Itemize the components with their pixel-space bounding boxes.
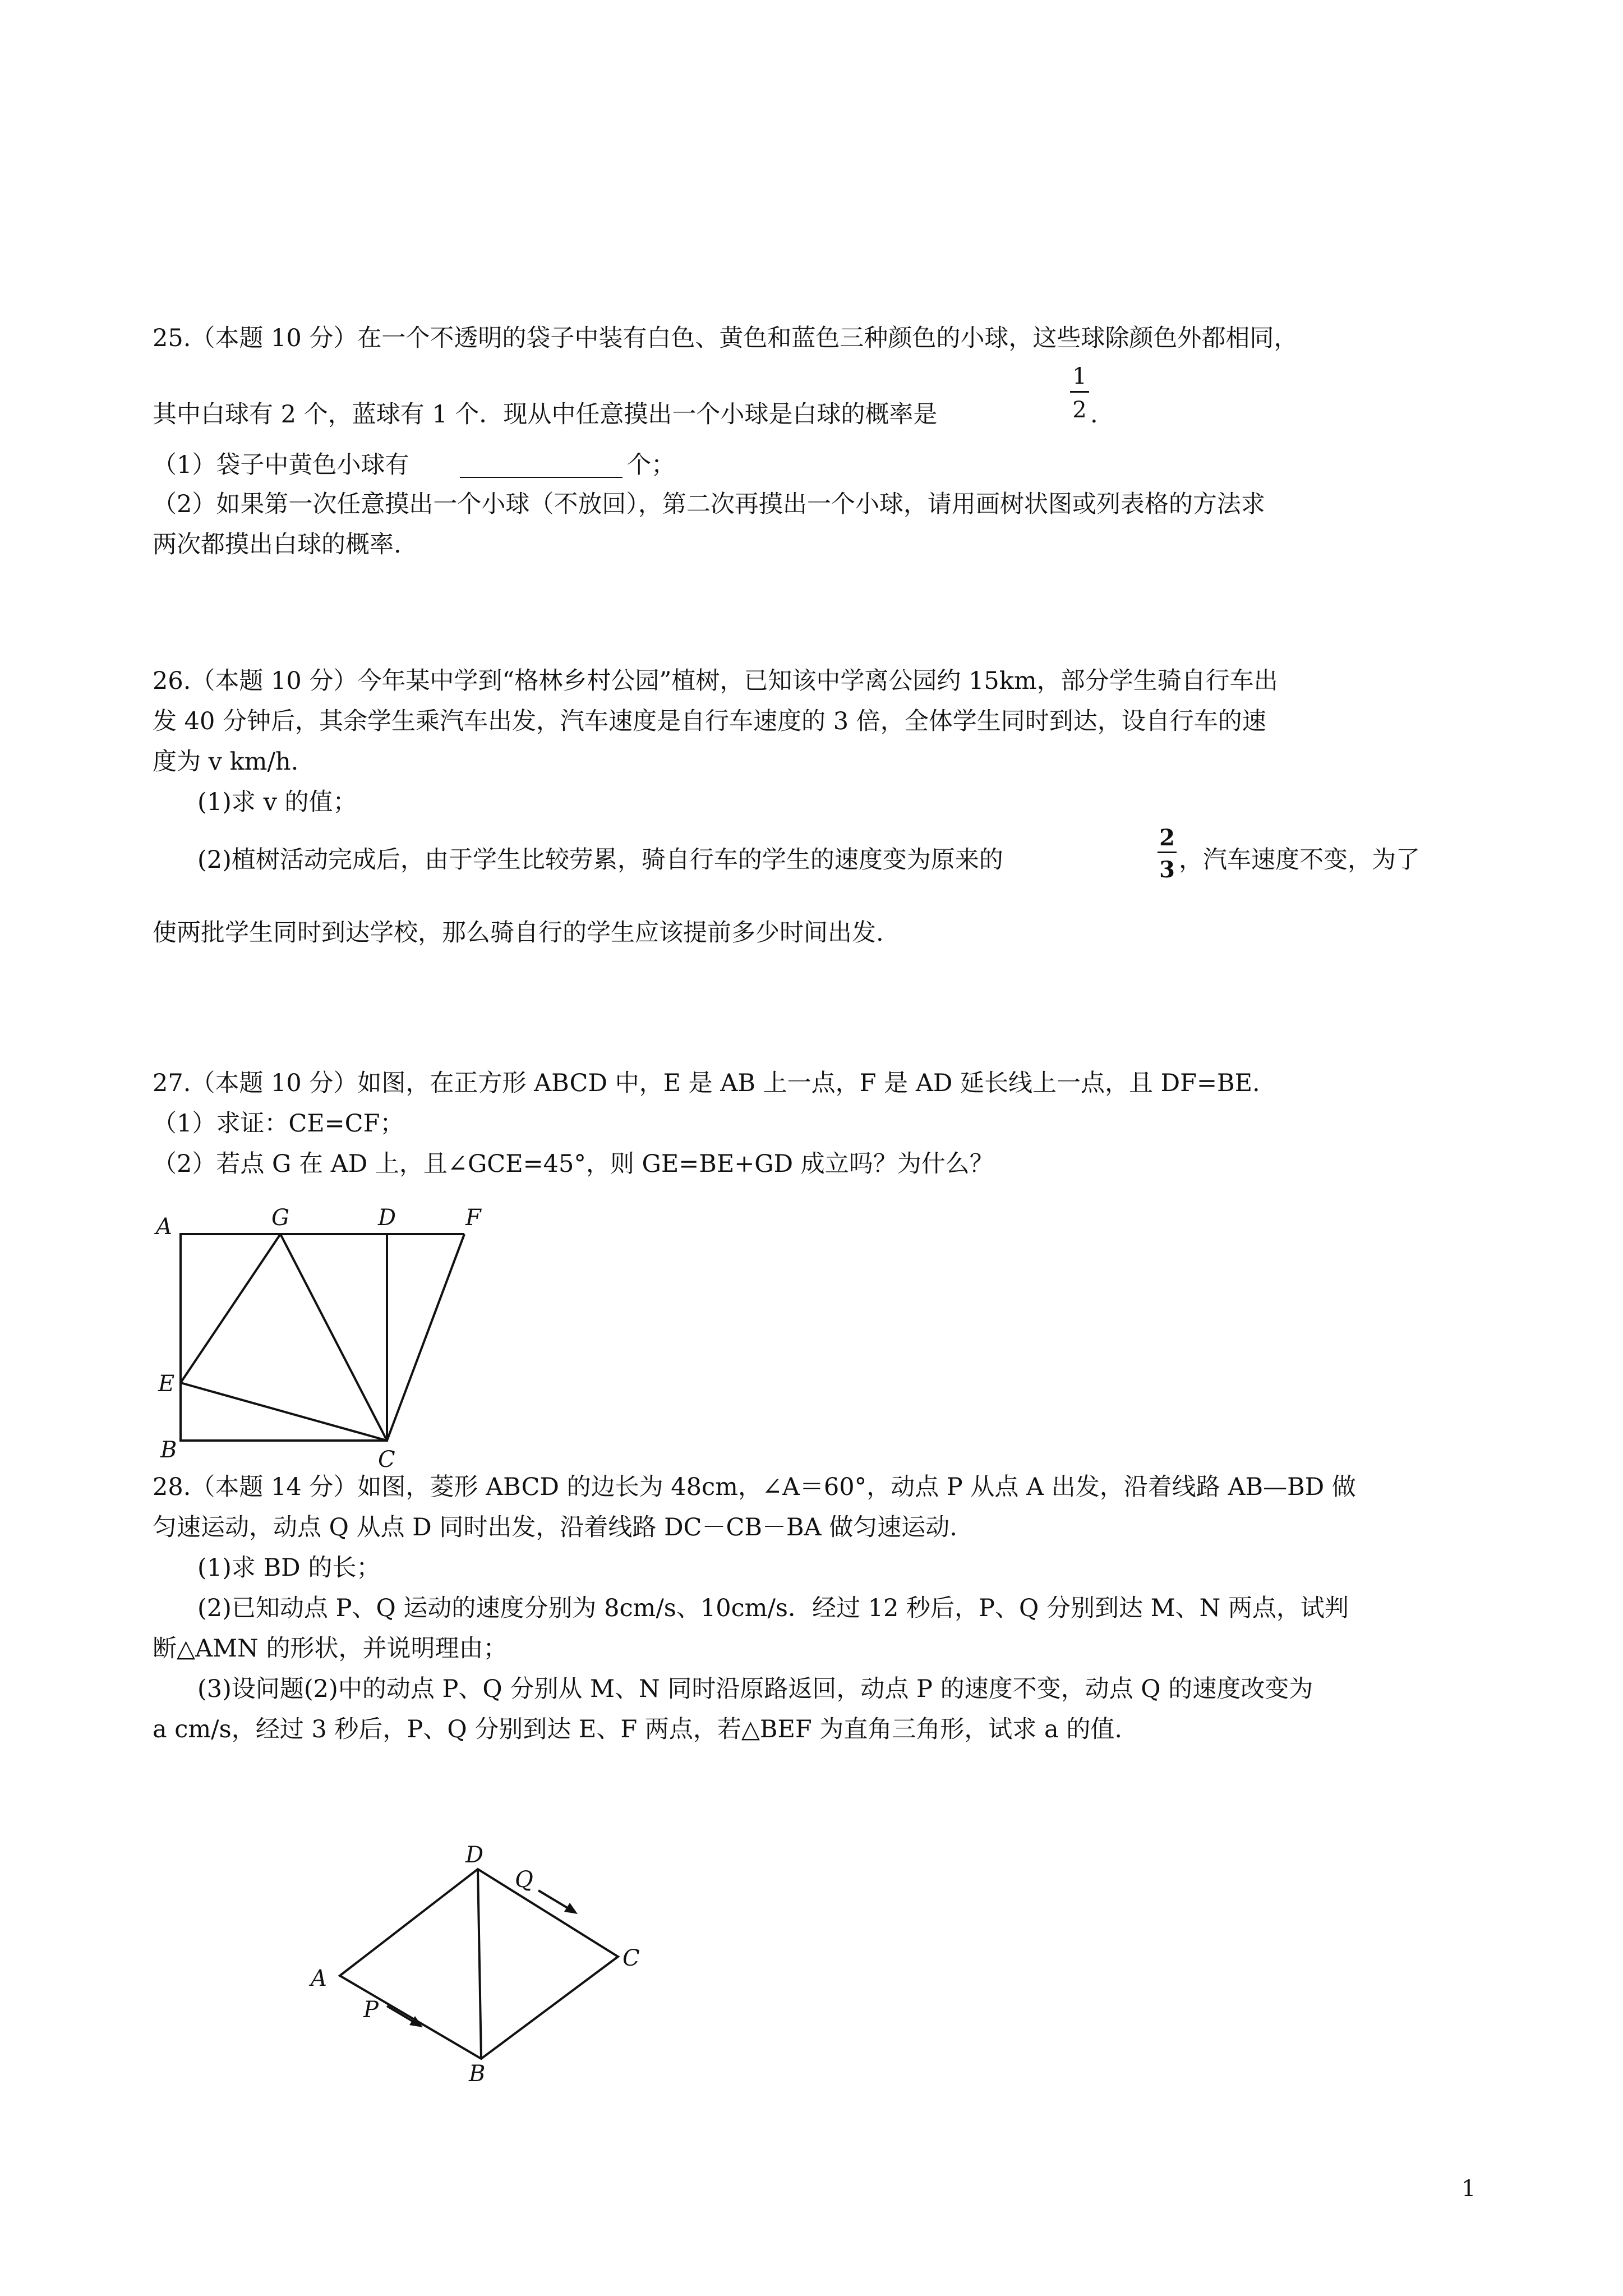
q26-part2-pre: (2)植树活动完成后，由于学生比较劳累，骑自行车的学生的速度变为原来的 <box>197 846 1003 874</box>
q25-line1: 25.（本题 10 分）在一个不透明的袋子中装有白色、黄色和蓝色三种颜色的小球，这些球除颜色外都相同， <box>153 324 1298 352</box>
q25-part2-line1: （2）如果第一次任意摸出一个小球（不放回），第二次再摸出一个小球，请用画树状图或列表格的方法求 <box>153 490 1265 518</box>
q25-part1-pre: （1）袋子中黄色小球有 <box>153 451 409 479</box>
label-q: Q <box>515 1867 533 1893</box>
label-g: G <box>271 1205 289 1231</box>
label-b: B <box>160 1437 177 1463</box>
q28-part3-line2: a cm/s，经过 3 秒后，P、Q 分别到达 E、F 两点，若△BEF 为直角三角形，试求 a 的值. <box>153 1715 1123 1743</box>
q26-part2-post: ，汽车速度不变，为了 <box>1179 846 1420 874</box>
q26-line2: 发 40 分钟后，其余学生乘汽车出发，汽车速度是自行车速度的 3 倍，全体学生同时到达，设自行车的速 <box>153 707 1266 735</box>
q26-line3: 度为 v km/h. <box>153 748 299 776</box>
label-c: C <box>623 1945 640 1971</box>
q25-answer-blank[interactable] <box>460 476 623 478</box>
q28-line1: 28.（本题 14 分）如图，菱形 ABCD 的边长为 48cm，∠A＝60°，动点 P 从点 A 出发，沿着线路 AB—BD 做 <box>153 1473 1356 1501</box>
q28-part1: (1)求 BD 的长； <box>197 1554 381 1582</box>
label-a: A <box>156 1214 172 1240</box>
segment-gc <box>280 1234 387 1441</box>
q26-part2-line2: 使两批学生同时到达学校，那么骑自行的学生应该提前多少时间出发. <box>153 919 884 947</box>
q27-line1: 27.（本题 10 分）如图，在正方形 ABCD 中，E 是 AB 上一点，F 是 AD 延长线上一点，且 DF=BE. <box>153 1069 1260 1097</box>
q28-rhombus-figure <box>303 1846 673 2081</box>
q26-part1: (1)求 v 的值； <box>197 788 357 816</box>
label-d: D <box>465 1846 484 1868</box>
q26-frac-num: 2 <box>1159 825 1175 851</box>
q26-frac-bar <box>1158 852 1177 853</box>
label-a: A <box>311 1966 327 1991</box>
q26-line1: 26.（本题 10 分）今年某中学到“格林乡村公园”植树，已知该中学离公园约 15km，部分学生骑自行车出 <box>153 667 1278 695</box>
segment-fc <box>387 1234 464 1441</box>
label-c: C <box>378 1447 395 1473</box>
q28-line2: 匀速运动，动点 Q 从点 D 同时出发，沿着线路 DC－CB－BA 做匀速运动. <box>153 1513 957 1542</box>
label-p: P <box>363 1997 379 2023</box>
label-e: E <box>158 1371 175 1397</box>
q28-part2-line2: 断△AMN 的形状，并说明理由； <box>153 1635 508 1663</box>
page-number: 1 <box>1461 2176 1476 2202</box>
q27-part2: （2）若点 G 在 AD 上，且∠GCE=45°，则 GE=BE+GD 成立吗？为什么？ <box>153 1150 994 1178</box>
q25-line2: 其中白球有 2 个，蓝球有 1 个．现从中任意摸出一个小球是白球的概率是 <box>153 401 938 429</box>
label-f: F <box>465 1205 481 1231</box>
q25-part2-line2: 两次都摸出白球的概率. <box>153 531 402 559</box>
q27-part1: （1）求证：CE=CF； <box>153 1110 404 1138</box>
q25-frac-den: 2 <box>1072 397 1087 423</box>
q28-part3-line1: (3)设问题(2)中的动点 P、Q 分别从 M、N 同时沿原路返回，动点 P 的速度不变，动点 Q 的速度改变为 <box>197 1675 1313 1703</box>
q25-part1-post: 个； <box>627 451 675 479</box>
q27-square-figure <box>151 1200 510 1475</box>
segment-ec <box>181 1383 387 1441</box>
q25-frac-bar <box>1070 391 1089 393</box>
diagonal-bd <box>478 1869 481 2059</box>
label-d: D <box>378 1205 396 1231</box>
label-b: B <box>469 2061 486 2081</box>
q26-frac-den: 3 <box>1159 857 1175 883</box>
q25-frac-num: 1 <box>1072 364 1087 389</box>
q28-part2-line1: (2)已知动点 P、Q 运动的速度分别为 8cm/s、10cm/s．经过 12 秒后，P、Q 分别到达 M、N 两点，试判 <box>197 1594 1349 1622</box>
segment-eg <box>181 1234 280 1383</box>
q25-line2-end: . <box>1090 401 1098 429</box>
